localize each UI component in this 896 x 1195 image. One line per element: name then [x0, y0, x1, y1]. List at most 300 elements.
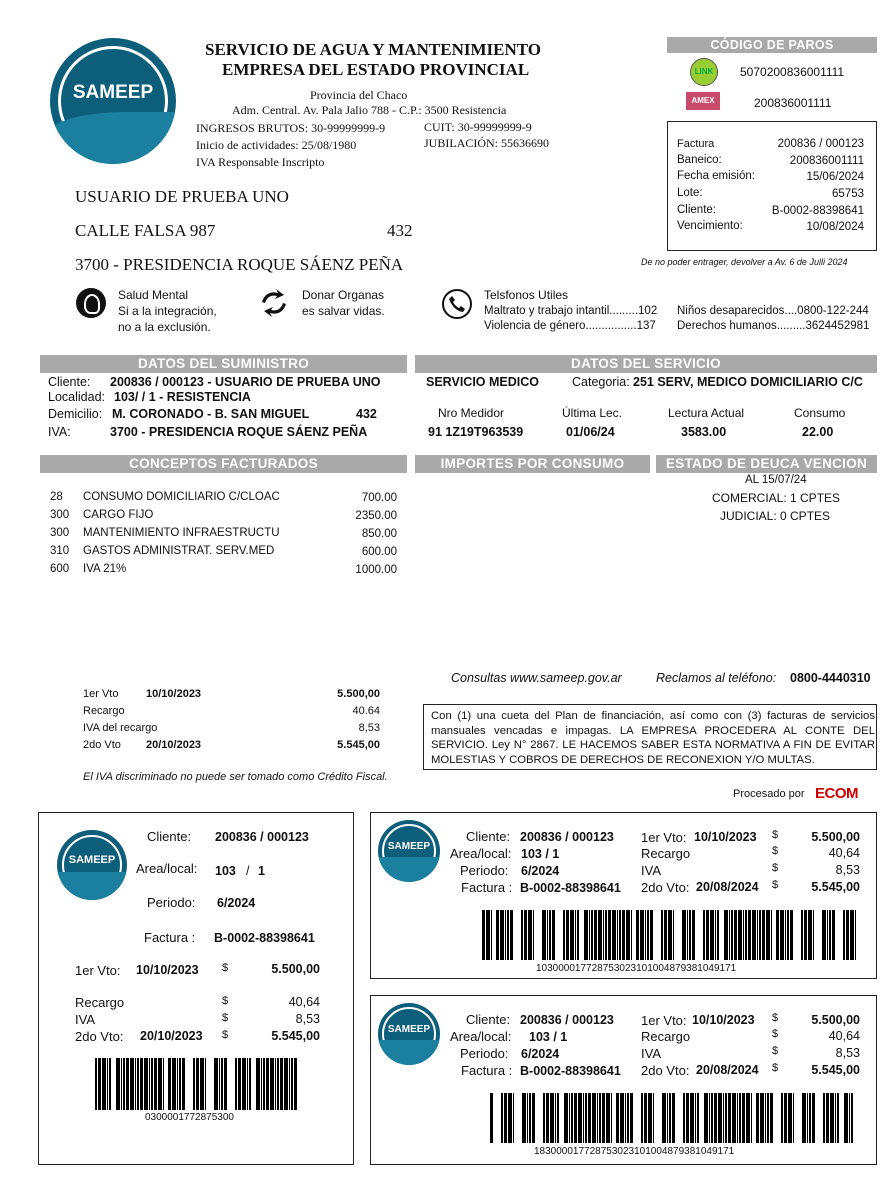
barcode-bar: [795, 1093, 797, 1143]
barcode-bar: [645, 910, 646, 960]
factura-value: 200836 / 000123: [777, 138, 864, 150]
stub-left-currency: $: [222, 962, 229, 974]
barcode-bar: [191, 1058, 192, 1110]
barcode-bar: [547, 910, 548, 960]
telefonos-line1: Maltrato y trabajo intantil.........102: [484, 305, 658, 317]
suministro-cliente: 200836 / 000123 - USUARIO DE PRUEBA UNO: [110, 375, 381, 389]
barcode-bar: [644, 1093, 647, 1143]
sameep-logo: SAMEEP: [50, 38, 176, 164]
barcode-bar: [654, 910, 658, 960]
barcode-bar: [140, 1058, 143, 1110]
stub-bottom-periodo: 6/2024: [521, 1047, 560, 1061]
barcode-bar: [555, 1093, 556, 1143]
barcode-bar: [556, 910, 560, 960]
telefonos-title: Telsfonos Utiles: [484, 288, 569, 302]
lote-value: 65753: [832, 188, 864, 200]
importes-header: IMPORTES POR CONSUMO: [415, 455, 650, 473]
barcode-bar: [109, 1058, 111, 1110]
barcode-number: 183000017728753023101004879381049171: [534, 1146, 735, 1157]
barcode-bar: [762, 910, 765, 960]
barcode-bar: [658, 1093, 661, 1143]
servicio-header: DATOS DEL SERVICIO: [415, 355, 877, 373]
total-iva: 8,53: [358, 722, 380, 734]
barcode-bar: [804, 910, 807, 960]
barcode-bar: [807, 1093, 808, 1143]
stub-top-currency: $: [772, 845, 779, 857]
barcode-bar: [552, 910, 555, 960]
link-icon: LINK: [690, 58, 718, 86]
barcode-bar: [681, 1093, 682, 1143]
barcode-bar: [527, 1093, 528, 1143]
barcode-bar: [594, 910, 597, 960]
stub-bottom-cliente: 200836 / 000123: [520, 1013, 614, 1027]
stub-top-cliente-label: Cliente:: [466, 829, 511, 844]
barcode-bar: [751, 1093, 752, 1143]
barcode-bar: [636, 910, 639, 960]
barcode-bar: [682, 910, 686, 960]
suministro-domicilio-num: 432: [356, 407, 377, 421]
barcode-bar: [569, 1093, 570, 1143]
barcode-bar: [510, 910, 513, 960]
barcode-bar: [501, 1093, 503, 1143]
stub-bottom-iva: 8,53: [835, 1046, 860, 1060]
barcode-bar: [766, 910, 770, 960]
barcode-bar: [630, 1093, 633, 1143]
stub-top-recargo: 40,64: [828, 846, 860, 860]
barcode-bar: [703, 910, 705, 960]
barcode-bar: [493, 910, 495, 960]
stub-top-currency: $: [772, 879, 779, 891]
barcode-bar: [233, 1058, 234, 1110]
stub-left-currency: $: [222, 1012, 229, 1024]
barcode-bar: [729, 910, 730, 960]
barcode-bar: [683, 1093, 685, 1143]
suministro-iva: 3700 - PRESIDENCIA ROQUE SÁENZ PEÑA: [110, 425, 368, 439]
barcode-bar: [533, 910, 534, 960]
stub-left-recargo-label: Recargo: [75, 995, 125, 1010]
barcode-bar: [583, 1093, 584, 1143]
barcode-bar: [207, 1058, 209, 1110]
barcode-bar: [701, 910, 702, 960]
barcode-bar: [263, 1058, 265, 1110]
barcode-bar: [771, 910, 772, 960]
deuda-header: ESTADO DE DEUCA VENCION: [656, 455, 877, 473]
stub-top-currency: $: [772, 862, 779, 874]
barcode-bar: [93, 1058, 94, 1110]
stub-bottom-recargo-label: Recargo: [641, 1029, 691, 1044]
concepto-amount: 600.00: [361, 546, 397, 558]
barcode-bar: [787, 910, 789, 960]
barcode-bar: [519, 910, 520, 960]
barcode-bar: [214, 1058, 218, 1110]
barcode-bar: [252, 1058, 255, 1110]
barcode-bar: [513, 1093, 514, 1143]
barcode-bar: [186, 1058, 190, 1110]
barcode-bar: [612, 910, 616, 960]
baneico-value: 200836001111: [789, 155, 864, 167]
stub-bottom-currency: $: [772, 1045, 779, 1057]
stub-left-factura: B-0002-88398641: [214, 931, 315, 945]
concepto-code: 310: [50, 545, 70, 557]
company-name: SERVICIO DE AGUA Y MANTENIMIENTO: [205, 40, 541, 59]
suministro-cliente-label: Cliente:: [48, 375, 91, 389]
barcode-bar: [812, 1093, 815, 1143]
phone-icon: [442, 289, 472, 319]
barcode-bar: [765, 1093, 766, 1143]
stub-left-recargo: 40,64: [288, 995, 320, 1009]
barcode-bar: [130, 1058, 134, 1110]
barcode-bar: [522, 1093, 526, 1143]
barcode-bar: [774, 1093, 778, 1143]
barcode-bar: [794, 910, 798, 960]
barcode-bar: [619, 910, 621, 960]
barcode-bar: [714, 1093, 717, 1143]
barcode-bar: [822, 910, 826, 960]
barcode-bar: [816, 1093, 820, 1143]
customer-name: USUARIO DE PRUEBA UNO: [75, 187, 289, 206]
barcode-bar: [662, 1093, 666, 1143]
barcode-bar: [247, 1058, 248, 1110]
barcode-bar: [728, 1093, 731, 1143]
telefonos-right1: Niños desaparecidos....0800-122-244: [677, 305, 869, 317]
barcode-bar: [706, 910, 709, 960]
stub-bottom-area-label: Area/local:: [450, 1029, 512, 1044]
barcode-bar: [675, 910, 677, 960]
fecha-label: Fecha emisión:: [677, 170, 755, 182]
address: Adm. Central. Av. Pala Jalio 788 - C.P.: 3500 Resistencia: [232, 103, 507, 117]
salud-line2: no a la exclusión.: [118, 320, 211, 334]
company-subtitle: EMPRESA DEL ESTADO PROVINCIAL: [222, 60, 530, 79]
barcode-bar: [486, 910, 490, 960]
barcode-bar: [200, 1058, 204, 1110]
cliente-value: B-0002-88398641: [771, 205, 864, 217]
barcode-bar: [659, 910, 660, 960]
stub-left-vto2-date: 20/10/2023: [140, 1029, 203, 1043]
barcode-bar: [592, 1093, 596, 1143]
concepto-amount: 850.00: [361, 528, 397, 540]
barcode-bar: [608, 910, 611, 960]
stub-bottom-vto2-amount: 5.545,00: [811, 1063, 860, 1077]
barcode-bar: [648, 1093, 652, 1143]
stub-bottom-periodo-label: Periodo:: [460, 1046, 509, 1061]
stub-top-vto1-amount: 5.500,00: [811, 830, 860, 844]
stub-left-area2: 1: [258, 864, 265, 878]
barcode-bar: [116, 1058, 120, 1110]
barcode-bar: [840, 1093, 843, 1143]
barcode-bar: [515, 1093, 517, 1143]
barcode-bar: [165, 1058, 167, 1110]
deuda-comercial: COMERCIAL: 1 CPTES: [712, 491, 841, 505]
barcode-bar: [508, 1093, 512, 1143]
telefonos-line2: Violencia de género................137: [484, 320, 656, 332]
total-vto1-label: 1er Vto: [83, 688, 119, 700]
stub-left-factura-label: Factura :: [144, 930, 196, 945]
barcode-bar: [546, 1093, 549, 1143]
barcode-bar: [168, 1058, 171, 1110]
barcode-bar: [785, 910, 786, 960]
stub-bottom-vto2-date: 20/08/2024: [696, 1063, 759, 1077]
barcode-bar: [687, 910, 688, 960]
barcode-bar: [704, 1093, 708, 1143]
barcode-bar: [738, 910, 742, 960]
barcode-bar: [549, 910, 551, 960]
barcode-bar: [98, 1058, 101, 1110]
sameep-logo: SAMEEP: [57, 830, 127, 900]
barcode-bar: [521, 910, 523, 960]
barcode-bar: [779, 1093, 780, 1143]
conceptos-header: CONCEPTOS FACTURADOS: [40, 455, 407, 473]
barcode-bar: [570, 910, 574, 960]
jubilacion: JUBILACIÓN: 55636690: [424, 136, 549, 150]
customer-street: CALLE FALSA 987: [75, 221, 216, 240]
barcode-bar: [238, 1058, 241, 1110]
barcode-bar: [808, 910, 812, 960]
barcode-bar: [667, 1093, 668, 1143]
stub-bottom-currency: $: [772, 1028, 779, 1040]
barcode-bar: [535, 910, 537, 960]
stub-left-cliente-label: Cliente:: [147, 829, 192, 844]
donar-title: Donar Organas: [302, 288, 385, 302]
suministro-domicilio: M. CORONADO - B. SAN MIGUEL: [112, 407, 310, 421]
rapipago-code: 5070200836001111: [740, 65, 845, 79]
total-vto2-date: 20/10/2023: [146, 739, 202, 751]
barcode-bar: [798, 1093, 801, 1143]
salud-title: Salud Mental: [118, 288, 189, 302]
barcode-bar: [781, 1093, 783, 1143]
barcode-bar: [606, 1093, 610, 1143]
barcode-bar: [280, 1058, 283, 1110]
donar-line1: es salvar vidas.: [302, 304, 385, 318]
barcode-bar: [561, 910, 562, 960]
barcode-bar: [734, 910, 737, 960]
barcode-bar: [724, 910, 728, 960]
concepto-code: 300: [50, 527, 70, 539]
barcode-bar: [580, 910, 583, 960]
other-code: 200836001111: [754, 96, 832, 110]
barcode-bar: [690, 1093, 694, 1143]
suministro-domicilio-label: Demicilio:: [48, 407, 103, 421]
barcode-bar: [500, 910, 504, 960]
amex-icon: AMEX: [686, 92, 720, 110]
barcode-bar: [650, 910, 653, 960]
barcode-bar: [557, 1093, 559, 1143]
servicio-header-ultima: Última Lec.: [562, 406, 623, 420]
barcode-bar: [284, 1058, 288, 1110]
codigo-paros-title: CÓDIGO DE PAROS: [667, 37, 877, 53]
barcode-bar: [529, 1093, 531, 1143]
barcode-bar: [605, 910, 607, 960]
barcode-bar: [742, 1093, 745, 1143]
barcode-bar: [720, 910, 723, 960]
cliente-label: Cliente:: [677, 204, 716, 216]
barcode-bar: [718, 1093, 722, 1143]
concepto-desc: GASTOS ADMINISTRAT. SERV.MED: [83, 545, 275, 557]
barcode-bar: [542, 910, 546, 960]
barcode-bar: [266, 1058, 269, 1110]
barcode-bar: [746, 1093, 750, 1143]
lote-label: Lote:: [677, 187, 703, 199]
barcode-bar: [154, 1058, 157, 1110]
stub-top-area: 103 / 1: [521, 847, 560, 861]
stub-bottom-recargo: 40,64: [828, 1029, 860, 1043]
head-icon: [76, 288, 106, 318]
stub-top-periodo: 6/2024: [521, 864, 560, 878]
barcode-bar: [835, 1093, 836, 1143]
barcode-bar: [163, 1058, 164, 1110]
servicio-categoria: 251 SERV, MEDICO DOMICILIARIO C/C: [633, 375, 863, 389]
barcode-bar: [261, 1058, 262, 1110]
stub-left-periodo-label: Periodo:: [147, 895, 196, 910]
suministro-localidad: 103/ / 1 - RESISTENCIA: [114, 390, 251, 404]
barcode-bar: [112, 1058, 115, 1110]
barcode-bar: [585, 1093, 587, 1143]
stub-top-vto2-label: 2do Vto:: [641, 880, 690, 895]
barcode-bar: [219, 1058, 220, 1110]
barcode-bar: [564, 1093, 568, 1143]
barcode-bar: [172, 1058, 176, 1110]
barcode-bar: [823, 1093, 825, 1143]
vencimiento-label: Vencimiento:: [677, 220, 743, 232]
stub-left-vto2-amount: 5.545,00: [271, 1029, 320, 1043]
stub-top-currency: $: [772, 829, 779, 841]
barcode-bar: [851, 1093, 853, 1143]
barcode-bar: [193, 1058, 195, 1110]
stub-left-area-sep: /: [246, 864, 250, 878]
reclamos-label: Reclamos al teléfono:: [656, 671, 777, 685]
barcode-bar: [496, 910, 499, 960]
barcode-bar: [715, 910, 716, 960]
barcode-bar: [102, 1058, 106, 1110]
barcode-bar: [813, 910, 814, 960]
concepto-code: 28: [50, 491, 63, 503]
barcode-bar: [504, 1093, 507, 1143]
iva-condition: IVA Responsable Inscripto: [196, 155, 325, 169]
barcode-bar: [732, 1093, 736, 1143]
stub-left-area-label: Area/local:: [136, 861, 198, 876]
barcode-bar: [277, 1058, 279, 1110]
barcode-bar: [524, 910, 527, 960]
notice-text: Con (1) una cueta del Plan de financiación, así como con (3) facturas de servicios mansuales vencadas e impagas. LA EMPRESA PROCEDERA AL CONTE DEL SERVICIO. Ley N° 2867. LE HACEMOS SABER ESTA NORMATIVA A FIN DE EVITAR MOLESTIAS Y COBROS DE DERECHOS DE RECONEXION Y/O MULTAS.: [431, 710, 875, 766]
barcode-bar: [123, 1058, 125, 1110]
barcode-bar: [653, 1093, 654, 1143]
barcode-bar: [752, 910, 756, 960]
stub-left-area: 103: [215, 864, 236, 878]
barcode-bar: [725, 1093, 727, 1143]
barcode-bar: [826, 1093, 829, 1143]
barcode-bar: [616, 1093, 619, 1143]
stub-top-vto1-date: 10/10/2023: [694, 830, 757, 844]
stub-left-vto1-label: 1er Vto:: [75, 963, 121, 978]
province: Provincia del Chaco: [310, 88, 408, 102]
stub-top-iva: 8,53: [835, 863, 860, 877]
barcode-bar: [668, 910, 672, 960]
barcode-bar: [753, 1093, 755, 1143]
total-recargo-label: Recargo: [83, 705, 125, 717]
barcode-bar: [801, 910, 803, 960]
concepto-desc: CONSUMO DOMICILIARIO C/CLOAC: [83, 491, 280, 503]
barcode-bar: [291, 1058, 293, 1110]
barcode-bar: [625, 1093, 626, 1143]
recycle-hands-icon: [258, 288, 290, 318]
iva-note: El IVA discriminado no puede ser tomado como Crédito Fiscal.: [83, 771, 388, 783]
concepto-desc: IVA 21%: [83, 563, 127, 575]
barcode-bar: [598, 910, 602, 960]
barcode-bar: [514, 910, 518, 960]
barcode-bar: [107, 1058, 108, 1110]
total-vto2-amount: 5.545,00: [337, 739, 380, 751]
barcode-bar: [672, 1093, 675, 1143]
barcode-bar: [270, 1058, 274, 1110]
barcode-bar: [151, 1058, 153, 1110]
barcode-bar: [689, 910, 691, 960]
barcode-bar: [832, 910, 835, 960]
barcode-bar: [843, 910, 845, 960]
barcode-bar: [505, 910, 506, 960]
barcode-bar: [571, 1093, 573, 1143]
barcode-bar: [790, 910, 793, 960]
stub-top-periodo-label: Periodo:: [460, 863, 509, 878]
barcode-bar: [784, 1093, 787, 1143]
barcode-bar: [802, 1093, 806, 1143]
barcode-bar: [95, 1058, 97, 1110]
barcode-bar: [221, 1058, 223, 1110]
barcode-bar: [228, 1058, 232, 1110]
servicio-tipo: SERVICIO MEDICO: [426, 375, 539, 389]
barcode-bar: [737, 1093, 738, 1143]
suministro-iva-label: IVA:: [48, 425, 71, 439]
barcode-bar: [256, 1058, 260, 1110]
consultas-web: Consultas www.sameep.gov.ar: [451, 671, 622, 685]
stub-top-vto1-label: 1er Vto:: [641, 830, 687, 845]
barcode-bar: [617, 910, 618, 960]
stub-top-vto2-date: 20/08/2024: [696, 880, 759, 894]
stub-bottom-cliente-label: Cliente:: [466, 1012, 511, 1027]
cuit: CUIT: 30-99999999-9: [424, 120, 532, 134]
barcode-bar: [602, 1093, 605, 1143]
total-recargo: 40.64: [352, 705, 380, 717]
barcode-bar: [603, 910, 604, 960]
barcode-bar: [788, 1093, 792, 1143]
barcode-bar: [566, 910, 569, 960]
barcode-bar: [739, 1093, 741, 1143]
barcode-bar: [611, 1093, 612, 1143]
vencimiento-value: 10/08/2024: [806, 221, 864, 233]
stub-left-vto2-label: 2do Vto:: [75, 1029, 124, 1044]
barcode-bar: [182, 1058, 185, 1110]
barcode-bar: [494, 1093, 498, 1143]
barcode-bar: [799, 910, 800, 960]
baneico-label: Baneico:: [677, 154, 722, 166]
stub-left-iva-label: IVA: [75, 1012, 95, 1027]
barcode-bar: [149, 1058, 150, 1110]
barcode-bar: [137, 1058, 139, 1110]
barcode-bar: [844, 1093, 848, 1143]
barcode-bar: [575, 910, 576, 960]
barcode-bar: [499, 1093, 500, 1143]
salud-line1: Si a la integración,: [118, 304, 217, 318]
deuda-judicial: JUDICIAL: 0 CPTES: [720, 509, 831, 523]
barcode-bar: [695, 1093, 696, 1143]
barcode-bar: [294, 1058, 297, 1110]
servicio-actual: 3583.00: [681, 425, 727, 439]
barcode-bar: [224, 1058, 227, 1110]
barcode-bar: [491, 910, 492, 960]
barcode-bar: [589, 910, 590, 960]
barcode-bar: [676, 1093, 680, 1143]
barcode-bar: [748, 910, 751, 960]
concepto-desc: MANTENIMIENTO INFRAESTRUCTU: [83, 527, 280, 539]
barcode-bar: [655, 1093, 657, 1143]
